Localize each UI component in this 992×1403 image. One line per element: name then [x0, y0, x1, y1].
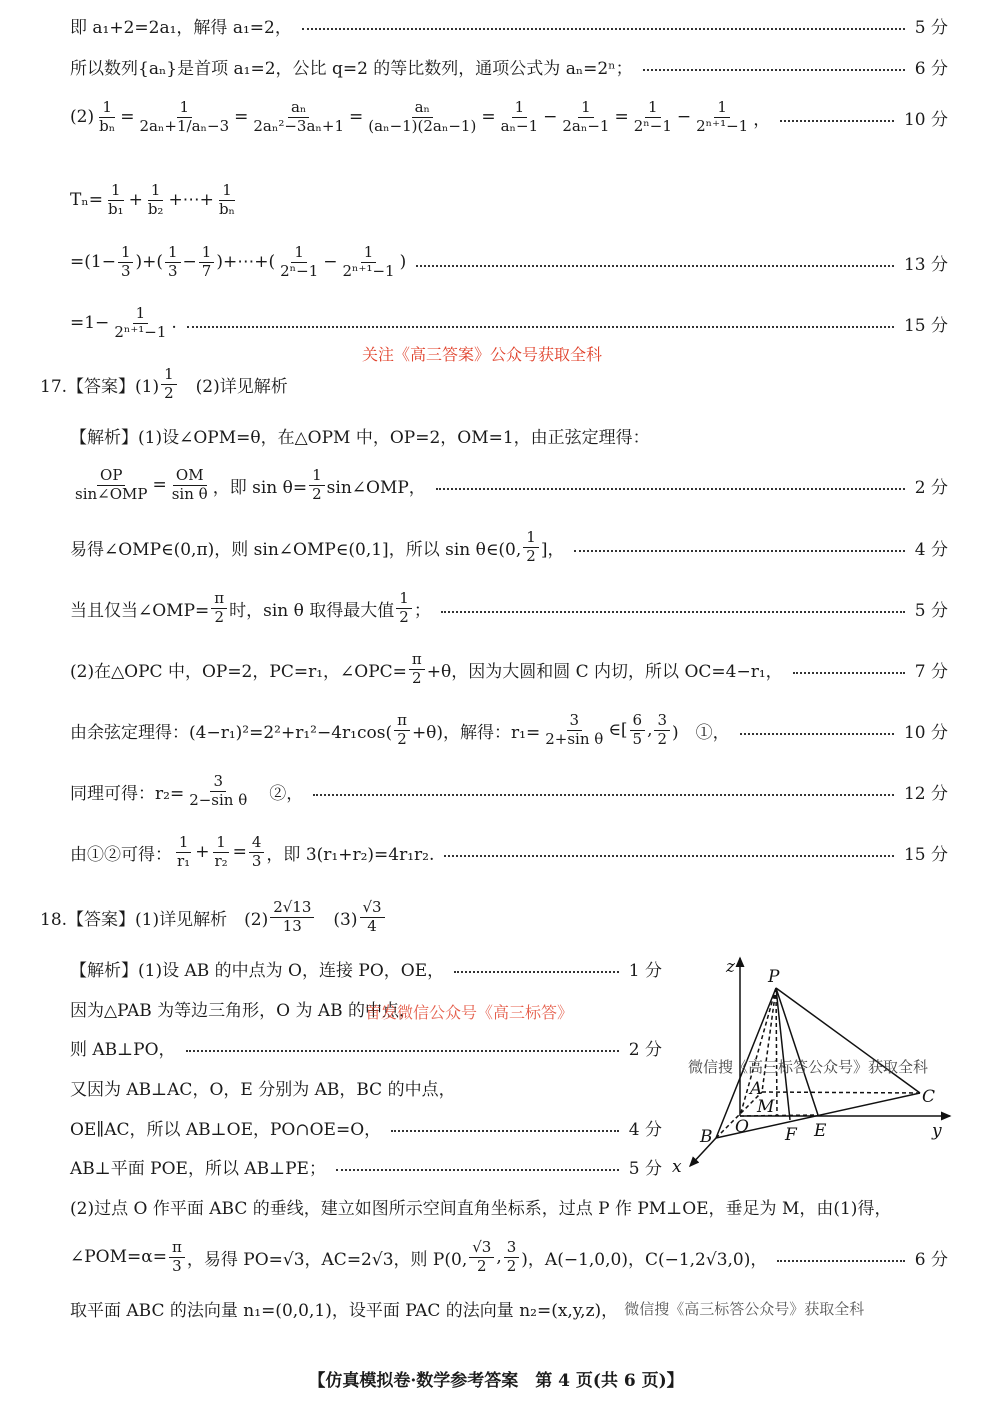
- solution-line: [70, 3, 948, 47]
- line-content: [70, 956, 444, 981]
- text-segment: 17.【答案】(1): [40, 376, 160, 397]
- solution-line: [40, 362, 948, 406]
- solution-line: [70, 95, 948, 139]
- dot-leader: [780, 120, 894, 122]
- line-content: [40, 366, 288, 402]
- numerator: 1: [523, 529, 539, 547]
- text-segment: 因为△PAB 为等边三角形，O 为 AB 的中点，: [70, 1000, 417, 1021]
- text-segment: OE∥AC，所以 AB⊥OE，PO∩OE=O，: [70, 1119, 382, 1140]
- text-segment: −: [182, 252, 197, 272]
- numerator: √3: [469, 1239, 494, 1257]
- line-content: [70, 99, 770, 135]
- text-segment: (2)过点 O 作平面 ABC 的垂线，建立如图所示空间直角坐标系，过点 P 作 PM⊥OE，垂足为 M，由(1)得，: [70, 1198, 892, 1219]
- solution-line: [70, 946, 662, 990]
- label-e: E: [814, 1121, 827, 1141]
- denominator: 2: [164, 383, 174, 402]
- fraction: [365, 99, 479, 135]
- line-content: [70, 1239, 767, 1275]
- denominator: 2: [657, 729, 668, 748]
- score-label: 4 分: [914, 539, 948, 560]
- fraction: [105, 182, 127, 218]
- solution-line: [70, 1235, 948, 1279]
- fraction: [118, 244, 134, 280]
- line-content: [70, 1035, 176, 1060]
- numerator: 1: [213, 834, 229, 852]
- numerator: 2√13: [270, 899, 314, 917]
- denominator: 3: [168, 261, 178, 280]
- text-segment: 同理可得：r₂=: [70, 783, 185, 804]
- score-label: 10 分: [903, 722, 948, 743]
- denominator: 2ⁿ⁺¹−1: [342, 261, 395, 280]
- dot-leader: [302, 28, 905, 30]
- fraction: [249, 834, 265, 870]
- denominator: bₙ: [99, 116, 116, 135]
- line-content: [70, 712, 730, 748]
- score-label: 4 分: [628, 1119, 662, 1140]
- solution-line: [70, 647, 948, 691]
- solution-line: [70, 1144, 662, 1188]
- text-segment: −: [543, 107, 558, 127]
- numerator: 1: [108, 182, 124, 200]
- text-segment: +θ)，解得：r₁=: [411, 722, 541, 743]
- denominator: 2aₙ+1/aₙ−3: [139, 116, 230, 135]
- text-segment: (2): [70, 107, 95, 127]
- numerator: 1: [396, 590, 412, 608]
- line-content: [70, 1115, 381, 1140]
- numerator: 1: [99, 99, 115, 117]
- line-content: [70, 1075, 456, 1100]
- numerator: 1: [309, 467, 325, 485]
- text-segment: =: [614, 107, 629, 127]
- text-segment: −: [676, 107, 692, 127]
- score-label: 12 分: [903, 783, 948, 804]
- watermark-mid: 首发微信公众号《高三标答》: [365, 1003, 574, 1022]
- fraction: [309, 467, 325, 503]
- text-segment: .: [171, 313, 177, 333]
- fraction: [542, 712, 606, 748]
- text-segment: =: [232, 842, 247, 862]
- text-segment: Tₙ=: [70, 190, 103, 210]
- fraction: [504, 1239, 520, 1275]
- numerator: 1: [714, 99, 730, 117]
- line-content: [70, 834, 434, 870]
- text-segment: 取平面 ABC 的法向量 n₁=(0,0,1)，设平面 PAC 的法向量 n₂=(x,y,z)，: [70, 1300, 619, 1321]
- fraction: [186, 773, 250, 809]
- text-segment: 又因为 AB⊥AC，O，E 分别为 AB，BC 的中点，: [70, 1079, 456, 1100]
- watermark-bottom: 微信搜《高三标答公众号》获取全科: [624, 1299, 865, 1318]
- denominator: aₙ−1: [500, 116, 539, 135]
- denominator: 2: [526, 546, 536, 565]
- dot-leader: [391, 1130, 619, 1132]
- text-segment: =: [349, 107, 364, 127]
- text-segment: ∈[: [608, 720, 628, 740]
- numerator: 1: [133, 305, 149, 323]
- fraction: [250, 99, 347, 135]
- denominator: bₙ: [218, 199, 236, 218]
- fraction: [161, 366, 177, 402]
- numerator: 4: [249, 834, 265, 852]
- numerator: 3: [654, 712, 670, 730]
- text-segment: (2)在△OPC 中，OP=2，PC=r₁，∠OPC=: [70, 661, 407, 682]
- denominator: 2aₙ²−3aₙ+1: [253, 116, 345, 135]
- text-segment: ，易得 PO=√3，AC=2√3，则 P(0,: [186, 1249, 468, 1270]
- denominator: 5: [632, 729, 643, 748]
- fraction: [216, 182, 238, 218]
- dot-leader: [444, 855, 894, 857]
- numerator: aₙ: [412, 99, 433, 117]
- line-content: [70, 423, 650, 448]
- text-segment: )，A(−1,0,0)，C(−1,2√3,0)，: [521, 1249, 768, 1270]
- numerator: √3: [360, 899, 385, 917]
- score-label: 6 分: [914, 1249, 948, 1270]
- fraction: [169, 467, 211, 503]
- denominator: 2+sin θ: [545, 729, 604, 748]
- fraction: [630, 712, 646, 748]
- line-content: [70, 182, 240, 218]
- text-segment: +: [195, 842, 210, 862]
- text-segment: ) ①，: [672, 722, 730, 743]
- dot-leader: [740, 733, 894, 735]
- text-segment: ,: [647, 720, 653, 740]
- label-m: M: [757, 1097, 775, 1117]
- solution-line: [40, 895, 948, 939]
- numerator: 3: [504, 1239, 520, 1257]
- text-segment: 即 a₁+2=2a₁，解得 a₁=2，: [70, 17, 292, 38]
- solution-line: [70, 1025, 662, 1069]
- fraction: [169, 1239, 185, 1275]
- numerator: OP: [97, 467, 125, 485]
- text-segment: )+⋯+(: [216, 252, 276, 272]
- numerator: 1: [645, 99, 661, 117]
- fraction: [174, 834, 193, 870]
- text-segment: =: [120, 107, 135, 127]
- score-label: 1 分: [628, 960, 662, 981]
- numerator: 1: [578, 99, 594, 117]
- denominator: 2aₙ−1: [562, 116, 610, 135]
- solution-line: [70, 178, 948, 222]
- numerator: 1: [165, 244, 181, 262]
- line-content: [40, 899, 387, 935]
- text-segment: ): [399, 252, 407, 272]
- numerator: 1: [219, 182, 235, 200]
- text-segment: ,: [496, 1247, 502, 1267]
- numerator: OM: [173, 467, 207, 485]
- numerator: 1: [161, 366, 177, 384]
- line-content: [70, 651, 783, 687]
- dot-leader: [436, 488, 905, 490]
- denominator: 2: [399, 607, 409, 626]
- solution-line: [70, 1286, 948, 1330]
- text-segment: 由①②可得：: [70, 844, 172, 865]
- dot-leader: [793, 672, 905, 674]
- numerator: 6: [630, 712, 646, 730]
- score-label: 15 分: [903, 315, 948, 336]
- text-segment: =: [234, 107, 249, 127]
- denominator: 7: [201, 261, 212, 280]
- denominator: (aₙ−1)(2aₙ−1): [368, 116, 477, 135]
- denominator: 4: [367, 916, 377, 935]
- fraction: [96, 99, 118, 135]
- label-x: x: [672, 1157, 682, 1177]
- line-content: [70, 305, 177, 341]
- denominator: 2ⁿ⁺¹−1: [114, 322, 167, 341]
- denominator: sin θ: [171, 484, 208, 503]
- line-content: [70, 1296, 864, 1321]
- label-b: B: [700, 1127, 713, 1147]
- score-label: 15 分: [903, 844, 948, 865]
- denominator: 2: [506, 1256, 517, 1275]
- denominator: 3: [251, 851, 262, 870]
- text-segment: AB⊥平面 POE，所以 AB⊥PE；: [70, 1158, 326, 1179]
- line-content: [70, 529, 564, 565]
- fraction: [559, 99, 612, 135]
- denominator: b₁: [107, 199, 124, 218]
- text-segment: 时，sin θ 取得最大值: [229, 600, 395, 621]
- label-z: z: [726, 957, 735, 977]
- numerator: aₙ: [288, 99, 309, 117]
- denominator: 2: [412, 668, 422, 687]
- label-p: P: [768, 967, 780, 987]
- line-content: [70, 244, 406, 280]
- text-segment: ②，: [252, 783, 304, 804]
- numerator: 1: [361, 244, 377, 262]
- score-label: 10 分: [903, 109, 948, 130]
- numerator: 1: [291, 244, 307, 262]
- text-segment: 易得∠OMP∈(0,π)，则 sin∠OMP∈(0,1]，所以 sin θ∈(0,: [70, 539, 522, 560]
- label-o: O: [735, 1117, 749, 1137]
- line-content: [70, 1194, 891, 1219]
- numerator: π: [409, 651, 425, 669]
- dot-leader: [336, 1169, 619, 1171]
- solution-line: [70, 240, 948, 284]
- denominator: 2ⁿ⁺¹−1: [696, 116, 749, 135]
- text-segment: 则 AB⊥PO，: [70, 1039, 176, 1060]
- text-segment: =: [481, 107, 496, 127]
- line-content: [70, 467, 426, 503]
- text-segment: +: [128, 190, 143, 210]
- solution-line: [70, 463, 948, 507]
- fraction: [199, 244, 215, 280]
- score-label: 2 分: [628, 1039, 662, 1060]
- dot-leader: [186, 1050, 619, 1052]
- fraction: [523, 529, 539, 565]
- watermark-diagram: 微信搜《高三标答公众号》获取全科: [688, 1058, 929, 1076]
- score-label: 7 分: [914, 661, 948, 682]
- fraction: [409, 651, 425, 687]
- score-label: 2 分: [914, 477, 948, 498]
- solution-line: [70, 708, 948, 752]
- dot-leader: [643, 69, 905, 71]
- label-c: C: [922, 1087, 936, 1107]
- x-axis: [690, 1138, 716, 1166]
- fraction: [631, 99, 675, 135]
- fraction: [394, 712, 410, 748]
- denominator: r₂: [214, 851, 228, 870]
- numerator: 3: [567, 712, 583, 730]
- solution-line: [70, 301, 948, 345]
- numerator: π: [211, 590, 227, 608]
- fraction: [693, 99, 751, 135]
- score-label: 5 分: [914, 17, 948, 38]
- numerator: π: [394, 712, 410, 730]
- text-segment: 18.【答案】(1)详见解析 (2): [40, 909, 269, 930]
- label-y: y: [932, 1121, 942, 1141]
- denominator: b₂: [147, 199, 164, 218]
- denominator: 2: [397, 729, 407, 748]
- solution-line: [70, 44, 948, 88]
- numerator: 3: [210, 773, 226, 791]
- numerator: 1: [176, 834, 192, 852]
- denominator: 3: [120, 261, 131, 280]
- denominator: 3: [172, 1256, 182, 1275]
- fraction: [136, 99, 232, 135]
- label-a: A: [750, 1079, 763, 1099]
- denominator: 2: [312, 484, 322, 503]
- text-segment: +⋯+: [168, 190, 214, 210]
- solution-line: [70, 830, 948, 874]
- solution-line: [70, 413, 948, 457]
- text-segment: (3): [316, 909, 358, 930]
- numerator: 1: [148, 182, 164, 200]
- denominator: 2−sin θ: [189, 790, 248, 809]
- fraction: [360, 899, 385, 935]
- dot-leader: [441, 611, 905, 613]
- text-segment: ∠POM=α=: [70, 1247, 167, 1267]
- label-f: F: [785, 1125, 797, 1145]
- line-content: [70, 13, 292, 38]
- numerator: 1: [118, 244, 134, 262]
- fraction: [211, 834, 230, 870]
- text-segment: =: [152, 475, 167, 495]
- numerator: π: [169, 1239, 185, 1257]
- numerator: 1: [177, 99, 193, 117]
- numerator: 1: [512, 99, 528, 117]
- dot-leader: [574, 550, 904, 552]
- score-label: 13 分: [903, 254, 948, 275]
- line-content: [70, 54, 633, 79]
- fraction: [270, 899, 314, 935]
- denominator: r₁: [177, 851, 191, 870]
- fraction: [277, 244, 321, 280]
- denominator: 2ⁿ−1: [633, 116, 672, 135]
- text-segment: =(1−: [70, 252, 116, 272]
- text-segment: 由余弦定理得：(4−r₁)²=2²+r₁²−4r₁cos(: [70, 722, 393, 743]
- solution-line: [70, 586, 948, 630]
- line-content: [70, 1154, 326, 1179]
- dot-leader: [454, 971, 619, 973]
- fraction: [340, 244, 398, 280]
- line-content: [70, 590, 431, 626]
- dot-leader: [187, 326, 894, 328]
- solution-line: [70, 1065, 662, 1109]
- dot-leader: [416, 265, 894, 267]
- text-segment: ，: [753, 109, 771, 130]
- text-segment: 当且仅当∠OMP=: [70, 600, 210, 621]
- solution-line: [70, 769, 948, 813]
- text-segment: ，即 3(r₁+r₂)=4r₁r₂.: [266, 844, 435, 865]
- denominator: 13: [282, 916, 302, 935]
- numerator: 1: [199, 244, 215, 262]
- score-label: 6 分: [914, 58, 948, 79]
- fraction: [145, 182, 167, 218]
- fraction: [211, 590, 227, 626]
- dot-leader: [313, 794, 894, 796]
- denominator: sin∠OMP: [75, 484, 148, 503]
- fraction: [654, 712, 670, 748]
- text-segment: 所以数列{aₙ}是首项 a₁=2，公比 q=2 的等比数列，通项公式为 aₙ=2ⁿ；: [70, 58, 633, 79]
- text-segment: )+(: [135, 252, 163, 272]
- text-segment: +θ，因为大圆和圆 C 内切，所以 OC=4−r₁，: [426, 661, 783, 682]
- solution-line: [70, 525, 948, 569]
- text-segment: (2)详见解析: [178, 376, 288, 397]
- watermark-top: 关注《高三答案》公众号获取全科: [362, 345, 603, 364]
- text-segment: sin∠OMP，: [326, 477, 426, 498]
- score-label: 5 分: [914, 600, 948, 621]
- text-segment: −: [323, 252, 338, 272]
- fraction: [498, 99, 542, 135]
- text-segment: ]，: [540, 539, 565, 560]
- denominator: 2: [214, 607, 224, 626]
- fraction: [72, 467, 150, 503]
- text-segment: 【解析】(1)设 AB 的中点为 O，连接 PO，OE，: [70, 960, 445, 981]
- denominator: 2: [477, 1256, 487, 1275]
- line-content: [70, 773, 303, 809]
- solution-line: [70, 1184, 948, 1228]
- denominator: 2ⁿ−1: [280, 261, 319, 280]
- text-segment: ；: [413, 600, 431, 621]
- text-segment: ，即 sin θ=: [212, 477, 308, 498]
- text-segment: 【解析】(1)设∠OPM=θ，在△OPM 中，OP=2，OM=1，由正弦定理得：: [70, 427, 650, 448]
- dot-leader: [777, 1260, 904, 1262]
- fraction: [469, 1239, 494, 1275]
- fraction: [396, 590, 412, 626]
- score-label: 5 分: [628, 1158, 662, 1179]
- fraction: [165, 244, 181, 280]
- text-segment: =1−: [70, 313, 110, 333]
- page-footer: 【仿真模拟卷·数学参考答案 第 4 页(共 6 页)】: [308, 1371, 684, 1391]
- solution-line: [70, 1105, 662, 1149]
- fraction: [111, 305, 169, 341]
